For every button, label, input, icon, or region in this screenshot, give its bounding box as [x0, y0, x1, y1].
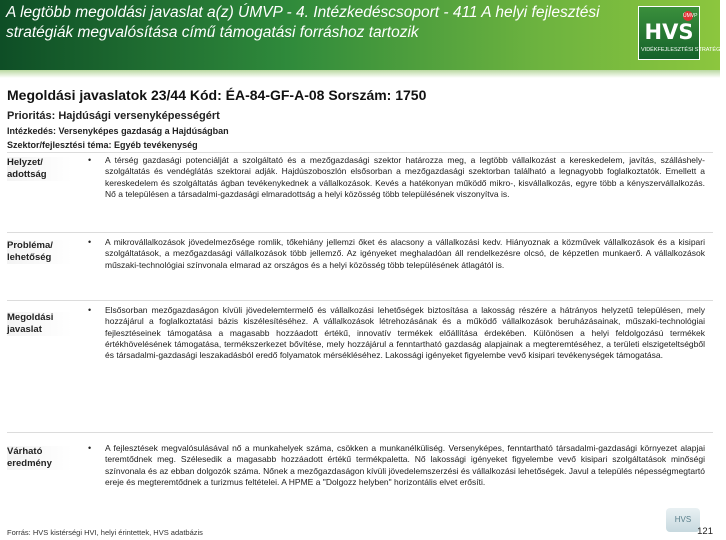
- bullet: •: [88, 237, 92, 247]
- bullet: •: [88, 155, 92, 165]
- row-divider: [7, 232, 713, 233]
- row-label-result: Várható eredmény: [7, 446, 72, 470]
- row-text-problem: A mikrovállalkozások jövedelmezősége romlik, tőkehiány jellemzi őket és alacsony a vállalkozási kedv. Hiányoznak a közművek vállalkozások és a kisipari szolgáltatások, a mezőgazdasági vállalkozások több jellemző. Az igényeket meghaladóan áll rendelkezésre olcsó, de képzetlen munkaerő. A vállalkozások műszaki-technológiai színvonala elmarad az országos és a helyi közösség több településének átlagától is.: [105, 237, 705, 270]
- priority-line: Prioritás: Hajdúsági versenyképességért: [7, 110, 220, 122]
- row-divider: [7, 432, 713, 433]
- row-label-problem: Probléma/ lehetőség: [7, 240, 72, 264]
- sector-line: Szektor/fejlesztési téma: Egyéb tevékenység: [7, 140, 198, 150]
- row-text-solution: Elsősorban mezőgazdaságon kívüli jövedelemtermelő és vállalkozási lehetőségek biztosítása a lakosság részére a hátrányos helyzetű településen, mely hozzájárul a foglalkoztatási bázis kiszélesítéséhez. A vállalkozások létrehozásának és a működő vállalkozások beruházásainak, műszaki-technológiai fejlesztéseinek támogatása a magasabb hozzáadott értékű, innovatív termékek előállítása érdekében. Különösen a helyi feldolgozású termékek értékhövelésének támogatása, termékszerkezet bővítése, mely hozzájárul a fenntartható gazdaság alapjainak a megteremtéséhez, a területi elszigeteltségből és társadalmi-gazdasági leszakadásból eredő folyamatok mérsékléséhez. Lakossági igényeket figyelembe vevő kisipari tevékenységek támogatása.: [105, 305, 705, 361]
- header-banner: [0, 0, 726, 70]
- bullet: •: [88, 305, 92, 315]
- row-divider: [7, 300, 713, 301]
- measure-line: Intézkedés: Versenyképes gazdaság a Hajdúságban: [7, 126, 229, 136]
- page-title: Megoldási javaslatok 23/44 Kód: ÉA-84-GF-A-08 Sorszám: 1750: [7, 87, 427, 103]
- source-note: Forrás: HVS kistérségi HVI, helyi érintettek, HVS adatbázis: [7, 528, 203, 537]
- header-title: A legtöbb megoldási javaslat a(z) ÚMVP - 4. Intézkedéscsoport - 411 A helyi fejlesztési stratégiák megvalósítása című támogatási forráshoz tartozik: [6, 4, 600, 41]
- bullet: •: [88, 443, 92, 453]
- logo-text: HVS: [644, 20, 694, 44]
- row-label-situation: Helyzet/ adottság: [7, 157, 72, 181]
- footer-logo: HVS: [666, 508, 700, 532]
- emblem-icon: ÚMVP: [683, 13, 698, 19]
- row-label-solution: Megoldási javaslat: [7, 312, 72, 336]
- row-text-situation: A térség gazdasági potenciálját a szolgáltató és a mezőgazdasági szektor határozza meg, a legtöbb vállalkozást a kereskedelem, javítás, szálláshely-szolgáltatás és vendéglátás szektorai adják. Hajdúszoboszlón elsősorban a mezőgazdasági szektorban található a legnagyobb foglalkoztatók. Emellett a kereskedelem és szolgáltatás ágban tevékenykednek a vállalkozások. Kevés a hatékonyan működő mikro-, kisvállalkozás, egyre több a kényszervállalkozás. Nő a településen a társadalmi-gazdasági elmaradottság a helyi közösség több településének viszonyítva is.: [105, 155, 705, 199]
- page-number: 121: [697, 526, 713, 537]
- row-text-result: A fejlesztések megvalósulásával nő a munkahelyek száma, csökken a munkanélküliség. Versenyképes, fenntartható társadalmi-gazdasági környezet alapjai teremtődnek meg. Szélesedik a magasabb hozzáadott értékű termékpaletta. Nő lakossági igényeket figyelembe vevő kisipari szolgáltatások minőségi színvonala és az ebban dolgozók száma. Nőnek a mezőgazdaságon kívüli jövedelemszerzési és vállalkozási lehetőségek. Javul a település népességmegtartó ereje és megteremtődnek a turizmus feltételei. A HPME a "Dolgozz helyben" horizontális elvet erősíti.: [105, 443, 705, 487]
- row-divider: [7, 152, 713, 153]
- hvs-logo: [638, 6, 726, 60]
- logo-subtext: VIDÉKFEJLESZTÉSI STRATÉGIA: [641, 47, 726, 53]
- header-divider: [0, 70, 720, 78]
